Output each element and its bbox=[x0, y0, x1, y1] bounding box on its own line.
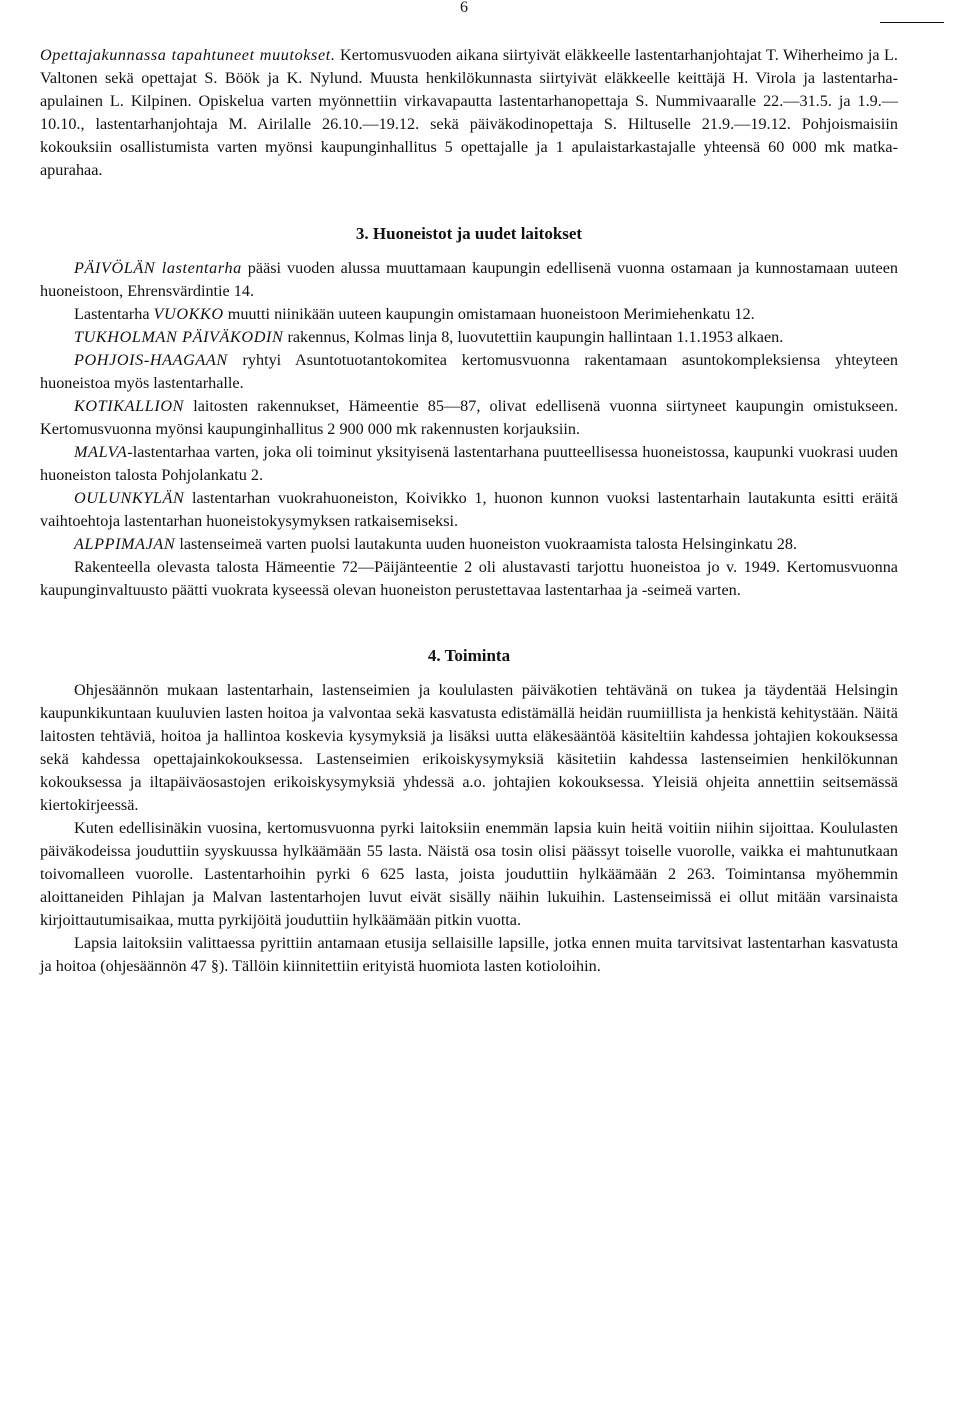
s3-p1-lead: PÄIVÖLÄN lastentarha bbox=[74, 259, 242, 277]
s3-p6-text: -lastentarhaa varten, joka oli toiminut yksityisenä lastentarhana puutteellisessa huoneistossa, kaupunki vuokrasi uuden huoneiston talosta Pohjolankatu 2. bbox=[40, 443, 898, 484]
intro-paragraph bbox=[40, 44, 898, 182]
s3-p9-text: Rakenteella olevasta talosta Hämeentie 72—Päijänteentie 2 oli alustavasti tarjottu huoneistoa jo v. 1949. Kertomusvuonna kaupunginvaltuusto päätti vuokrata kyseessä olevan huoneiston perustettavaa lastentarhaa ja -seimeä varten. bbox=[40, 558, 898, 599]
s3-p5-text: laitosten rakennukset, Hämeentie 85—87, olivat edellisenä vuonna siirtyneet kaupungin omistukseen. Kertomusvuonna myönsi kaupunginhallitus 2 900 000 mk rakennusten korjauksiin. bbox=[40, 397, 898, 438]
s3-p3-lead: TUKHOLMAN PÄIVÄKODIN bbox=[74, 328, 284, 346]
s3-p2-lead: VUOKKO bbox=[153, 305, 224, 323]
page-number: 6 bbox=[460, 0, 468, 16]
s3-paragraph-5 bbox=[40, 395, 898, 441]
s3-paragraph-2 bbox=[40, 303, 898, 326]
section-3-heading: 3. Huoneistot ja uudet laitokset bbox=[355, 224, 583, 243]
s3-p8-text: lastenseimeä varten puolsi lautakunta uuden huoneiston vuokraamista talosta Helsinginkatu 28. bbox=[175, 535, 798, 553]
s3-paragraph-6 bbox=[40, 441, 898, 487]
s3-paragraph-9 bbox=[40, 556, 898, 602]
s3-p7-lead: OULUNKYLÄN bbox=[74, 489, 185, 507]
s3-p5-lead: KOTIKALLION bbox=[74, 397, 185, 415]
s3-paragraph-3 bbox=[40, 326, 898, 349]
s3-p8-lead: ALPPIMAJAN bbox=[74, 535, 176, 553]
s3-p2-pre: Lastentarha bbox=[74, 305, 154, 323]
s3-p4-lead: POHJOIS-HAAGAAN bbox=[74, 351, 228, 369]
intro-lead: Opettajakunnassa tapahtuneet muutokset. bbox=[40, 46, 336, 64]
s3-p2-text: muutti niinikään uuteen kaupungin omistamaan huoneistoon Merimiehenkatu 12. bbox=[223, 305, 755, 323]
s3-p6-lead: MALVA bbox=[74, 443, 128, 461]
s3-p1-text: pääsi vuoden alussa muuttamaan kaupungin edellisenä vuonna ostamaan ja kunnostamaan uuteen huoneistoon, Ehrensvärdintie 14. bbox=[40, 259, 898, 300]
s3-paragraph-7 bbox=[40, 487, 898, 533]
section-4-heading: 4. Toiminta bbox=[427, 646, 511, 665]
s3-paragraph-8 bbox=[40, 533, 898, 556]
header-rule bbox=[880, 22, 944, 23]
s4-paragraph-3: Lapsia laitoksiin valittaessa pyrittiin antamaan etusija sellaisille lapsille, jotka ennen muita tarvitsivat lastentarhan kasvatusta ja hoitoa (ohjesäännön 47 §). Tällöin kiinnitettiin erityistä huomiota lasten kotioloihin. bbox=[40, 934, 898, 975]
s4-paragraph-1: Ohjesäännön mukaan lastentarhain, lastenseimien ja koululasten päiväkotien tehtävänä on tukea ja täydentää Helsingin kaupunkikuntaan kuuluvien lasten hoitoa ja valvontaa sekä kasvatusta edistämällä heidän ruumiillista ja henkistä kehitystään. Näitä laitosten tehtäviä, hoitoa ja hallintoa koskevia kysymyksiä ja lisäksi uutta eläkesääntöä käsiteltiin kahdessa johtajien kokouksessa sekä kahdessa opettajainkokouksessa. Lastenseimien erikoiskysymyksiä käsitetiin kahdessa lastenseimien henkilökunnan kokouksessa ja iltapäiväosastojen erikoiskysymyksiä yhdessä a.o. johtajien kokouksessa. Yleisiä ohjeita annettiin seitsemässä kiertokirjeessä. bbox=[40, 681, 898, 814]
s3-p7-text: lastentarhan vuokrahuoneiston, Koivikko 1, huonon kunnon vuoksi lastentarhain lautakunta esitti eräitä vaihtoehtoja lastentarhan huoneistokysymyksen ratkaisemiseksi. bbox=[40, 489, 898, 530]
page-body bbox=[40, 44, 898, 978]
intro-text: Kertomusvuoden aikana siirtyivät eläkkeelle lastentarhanjohtajat T. Wiherheimo ja L. Valtonen sekä opettajat S. Böök ja K. Nylund. Muusta henkilökunnasta siirtyivät eläkkeelle keittäjä H. Virola ja lastentarha-apulainen L. Kilpinen. Opiskelua varten myönnettiin virkavapautta lastentarhanopettaja S. Nummivaaralle 22.—31.5. ja 1.9.—10.10., lastentarhanjohtaja M. Airilalle 26.10.—19.12. sekä päiväkodinopettaja S. Hiltuselle 21.9.—19.12. Pohjoismaisiin kokouksiin osallistumista varten myönsi kaupunginhallitus 5 opettajalle ja 1 apulaistarkastajalle yhteensä 60 000 mk matka-apurahaa. bbox=[40, 46, 898, 179]
s4-paragraph-2: Kuten edellisinäkin vuosina, kertomusvuonna pyrki laitoksiin enemmän lapsia kuin heitä voitiin niihin sijoittaa. Koululasten päiväkodeissa jouduttiin syyskuussa hylkäämään 55 lasta. Näistä osa tosin olisi päässyt toiselle vuorolle, vaikka ei mahtunutkaan toivomalleen vuorolle. Lastentarhoihin pyrki 6 625 lasta, joista jouduttiin hylkäämään 2 263. Toimintansa myöhemmin aloittaneiden Pihlajan ja Malvan lastentarhojen luvut eivät sisälly näihin lukuihin. Lastenseimissä ei ollut mitään varsinaista kirjoittautumisaikaa, mutta pyrkijöitä jouduttiin hylkäämään pitkin vuotta. bbox=[40, 819, 898, 929]
s3-paragraph-4 bbox=[40, 349, 898, 395]
s3-p4-text: ryhtyi Asuntotuotantokomitea kertomusvuonna rakentamaan asuntokompleksiensa yhteyteen huoneistoa myös lastentarhalle. bbox=[40, 351, 898, 392]
s3-paragraph-1 bbox=[40, 257, 898, 303]
s3-p3-text: rakennus, Kolmas linja 8, luovutettiin kaupungin hallintaan 1.1.1953 alkaen. bbox=[283, 328, 784, 346]
